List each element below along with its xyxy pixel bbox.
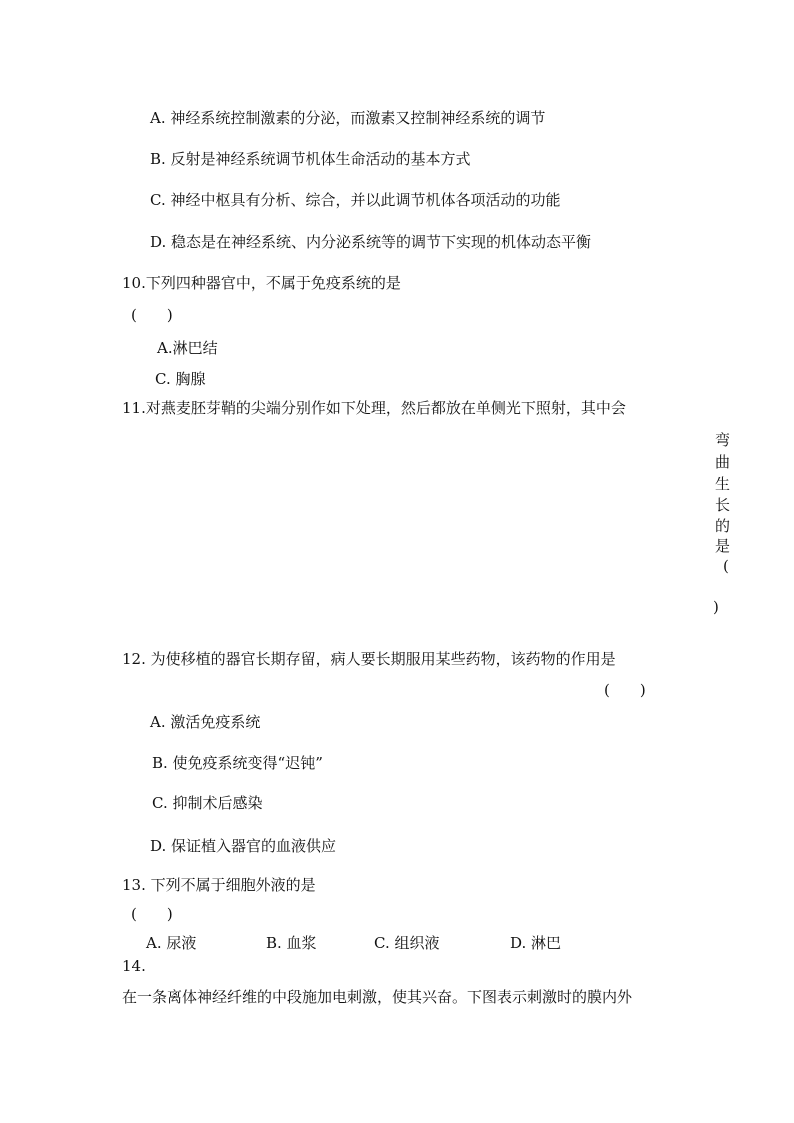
q9-option-b: B. 反射是神经系统调节机体生命活动的基本方式: [150, 150, 471, 168]
q12-option-c: C. 抑制术后感染: [152, 794, 263, 812]
q13-option-d: D. 淋巴: [510, 934, 562, 952]
q9-option-c: C. 神经中枢具有分析、综合，并以此调节机体各项活动的功能: [150, 191, 561, 209]
q12-stem: 12. 为使移植的器官长期存留，病人要长期服用某些药物，该药物的作用是: [122, 650, 616, 668]
q11-stem: 11.对燕麦胚芽鞘的尖端分别作如下处理，然后都放在单侧光下照射，其中会: [122, 399, 626, 417]
q12-answer-paren: ( ): [604, 681, 646, 699]
q10-answer-paren: ( ): [131, 306, 173, 324]
q11-paren-open: (: [723, 557, 729, 575]
q12-option-d: D. 保证植入器官的血液供应: [150, 837, 337, 855]
q11-paren-close: ): [713, 598, 719, 616]
q9-option-a: A. 神经系统控制激素的分泌，而激素又控制神经系统的调节: [150, 109, 546, 127]
q11-vertical-char: 弯: [715, 431, 731, 449]
q11-vertical-char: 长: [715, 496, 731, 514]
q9-option-d: D. 稳态是在神经系统、内分泌系统等的调节下实现的机体动态平衡: [150, 233, 592, 251]
q11-vertical-char: 的: [715, 517, 731, 535]
q13-answer-paren: ( ): [131, 905, 173, 923]
q14-stem: 在一条离体神经纤维的中段施加电刺激，使其兴奋。下图表示刺激时的膜内外: [122, 988, 633, 1006]
q10-stem: 10.下列四种器官中，不属于免疫系统的是: [122, 274, 401, 292]
q13-option-b: B. 血浆: [266, 934, 317, 952]
q10-option-c: C. 胸腺: [155, 370, 206, 388]
q11-vertical-char: 生: [715, 475, 731, 493]
q12-option-b: B. 使免疫系统变得“迟钝”: [152, 754, 323, 772]
q13-option-a: A. 尿液: [146, 934, 197, 952]
q11-vertical-char: 是: [715, 537, 731, 555]
q10-option-a: A.淋巴结: [157, 339, 218, 357]
q11-vertical-char: 曲: [715, 453, 731, 471]
q13-stem: 13. 下列不属于细胞外液的是: [122, 876, 316, 894]
q13-option-c: C. 组织液: [374, 934, 440, 952]
q14-number: 14.: [122, 957, 146, 975]
q12-option-a: A. 激活免疫系统: [150, 713, 261, 731]
